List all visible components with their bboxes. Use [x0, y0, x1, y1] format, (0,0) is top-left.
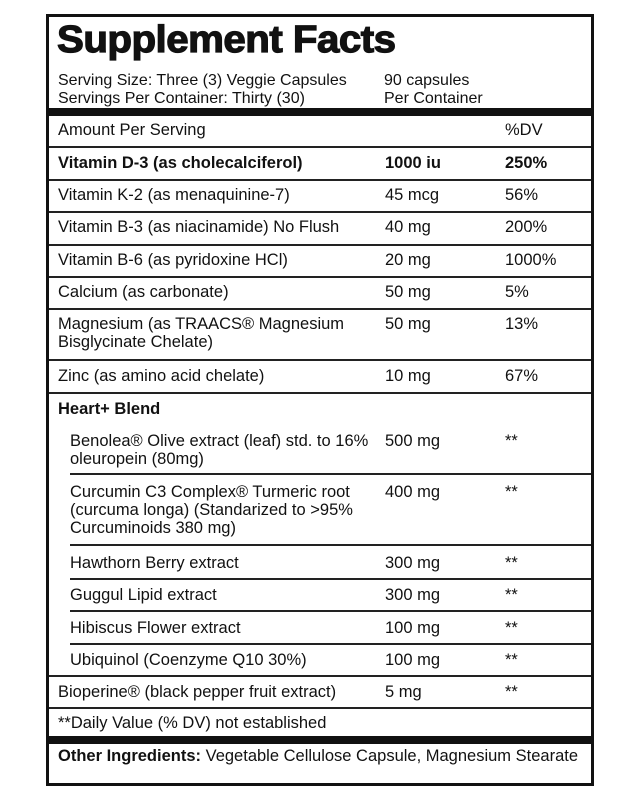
row-divider	[49, 146, 591, 148]
amount-per-serving-header: Amount Per Serving	[58, 121, 206, 139]
nutrient-name: Vitamin D-3 (as cholecalciferol)	[58, 154, 303, 172]
nutrient-name: Zinc (as amino acid chelate)	[58, 367, 265, 385]
nutrient-name: Vitamin K-2 (as menaquinine-7)	[58, 186, 290, 204]
row-divider	[49, 179, 591, 181]
ingredient-dv: **	[505, 554, 518, 572]
row-divider	[49, 707, 591, 709]
other-ingredients-label: Other Ingredients:	[58, 747, 202, 765]
nutrient-name: Magnesium (as TRAACS® Magnesium Bisglycinate Chelate)	[58, 315, 345, 351]
row-divider	[49, 244, 591, 246]
row-divider	[70, 544, 591, 546]
ingredient-amount: 400 mg	[385, 483, 441, 501]
blend-title: Heart+ Blend	[58, 400, 161, 418]
nutrient-name: Vitamin B-3 (as niacinamide) No Flush	[58, 218, 340, 236]
nutrient-name: Vitamin B-6 (as pyridoxine HCl)	[58, 251, 288, 269]
nutrient-name: Bioperine® (black pepper fruit extract)	[58, 683, 337, 701]
nutrient-amount: 20 mg	[385, 251, 431, 269]
dv-header: %DV	[505, 121, 543, 139]
nutrient-amount: 5 mg	[385, 683, 422, 701]
thick-divider	[49, 108, 591, 116]
nutrient-amount: 50 mg	[385, 315, 431, 333]
ingredient-dv: **	[505, 651, 518, 669]
thick-divider	[49, 736, 591, 744]
ingredient-name: Benolea® Olive extract (leaf) std. to 16% oleuropein (80mg)	[70, 432, 369, 468]
ingredient-dv: **	[505, 483, 518, 501]
daily-value-footnote: **Daily Value (% DV) not established	[58, 714, 327, 732]
nutrient-dv: 56%	[505, 186, 539, 204]
ingredient-name: Ubiquinol (Coenzyme Q10 30%)	[70, 651, 307, 669]
row-divider	[49, 675, 591, 677]
ingredient-amount: 500 mg	[385, 432, 441, 450]
row-divider	[70, 578, 591, 580]
serving-size-value: 90 capsules	[384, 72, 470, 89]
serving-size-label: Serving Size: Three (3) Veggie Capsules	[58, 72, 347, 89]
nutrient-dv: **	[505, 683, 518, 701]
nutrient-amount: 1000 iu	[385, 154, 441, 172]
nutrient-dv: 5%	[505, 283, 529, 301]
nutrient-name: Calcium (as carbonate)	[58, 283, 229, 301]
row-divider	[49, 359, 591, 361]
nutrient-dv: 13%	[505, 315, 539, 333]
row-divider	[49, 211, 591, 213]
other-ingredients-text: Vegetable Cellulose Capsule, Magnesium Stearate	[205, 747, 579, 765]
ingredient-name: Curcumin C3 Complex® Turmeric root (curcuma longa) (Standarized to >95% Curcuminoids 380 mg)	[70, 483, 353, 537]
row-divider	[70, 610, 591, 612]
ingredient-amount: 300 mg	[385, 586, 441, 604]
row-divider	[49, 308, 591, 310]
ingredient-dv: **	[505, 432, 518, 450]
ingredient-name: Hawthorn Berry extract	[70, 554, 239, 572]
nutrient-dv: 1000%	[505, 251, 557, 269]
ingredient-amount: 300 mg	[385, 554, 441, 572]
row-divider	[49, 392, 591, 394]
nutrient-amount: 10 mg	[385, 367, 431, 385]
row-divider	[70, 473, 591, 475]
nutrient-dv: 250%	[505, 154, 548, 172]
nutrient-amount: 40 mg	[385, 218, 431, 236]
ingredient-amount: 100 mg	[385, 619, 441, 637]
nutrient-dv: 200%	[505, 218, 548, 236]
ingredient-dv: **	[505, 586, 518, 604]
supplement-facts-panel	[46, 14, 594, 786]
nutrient-dv: 67%	[505, 367, 539, 385]
nutrient-amount: 50 mg	[385, 283, 431, 301]
servings-per-container-value: Per Container	[384, 90, 483, 107]
row-divider	[49, 276, 591, 278]
nutrient-amount: 45 mcg	[385, 186, 440, 204]
servings-per-container-label: Servings Per Container: Thirty (30)	[58, 90, 305, 107]
ingredient-amount: 100 mg	[385, 651, 441, 669]
other-ingredients	[58, 747, 581, 766]
panel-title: Supplement Facts	[57, 19, 396, 61]
ingredient-dv: **	[505, 619, 518, 637]
ingredient-name: Hibiscus Flower extract	[70, 619, 241, 637]
ingredient-name: Guggul Lipid extract	[70, 586, 217, 604]
row-divider	[70, 643, 591, 645]
